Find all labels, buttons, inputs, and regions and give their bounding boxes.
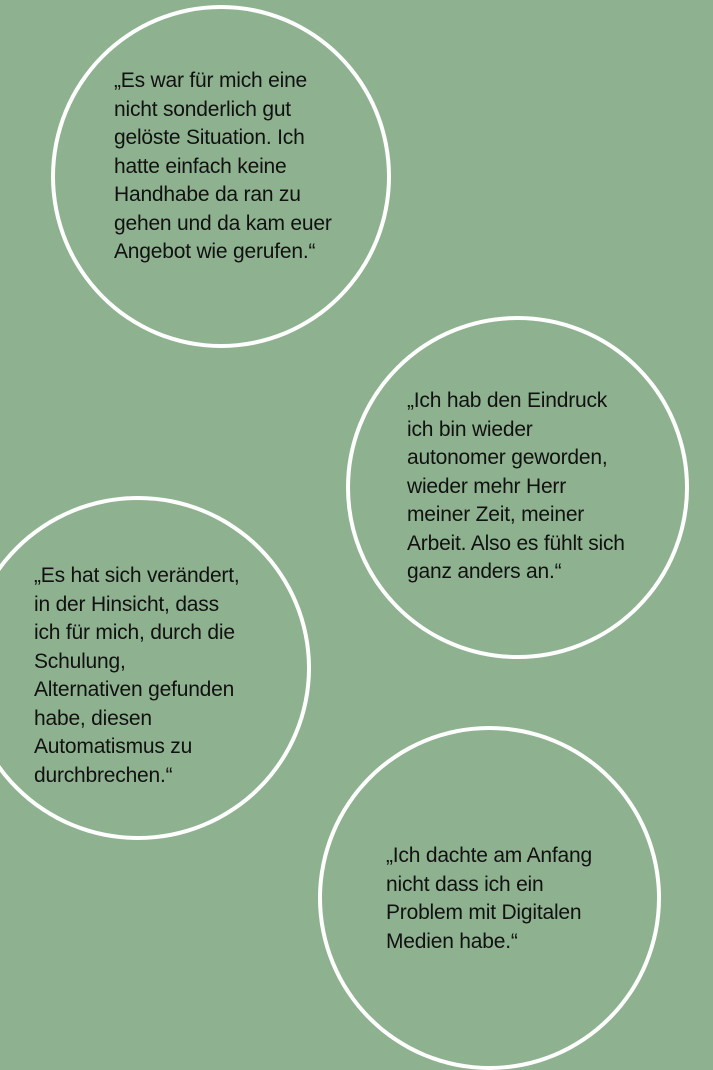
quote-text-2: „Ich hab den Eindruck ich bin wieder autonomer geworden, wieder mehr Herr meiner Zeit, meiner Arbeit. Also es fühlt sich ganz anders an.“ — [407, 389, 625, 583]
quote-text-1: „Es war für mich eine nicht sonderlich gut gelöste Situation. Ich hatte einfach keine Handhabe da ran zu gehen und da kam euer Angebot wie gerufen.“ — [114, 69, 332, 263]
quote-text-3: „Es hat sich verändert, in der Hinsicht, dass ich für mich, durch die Schulung, Alternativen gefunden habe, diesen Automatismus zu durchbrechen.“ — [34, 564, 240, 787]
quote-text-4: „Ich dachte am Anfang nicht dass ich ein Problem mit Digitalen Medien habe.“ — [386, 844, 592, 953]
